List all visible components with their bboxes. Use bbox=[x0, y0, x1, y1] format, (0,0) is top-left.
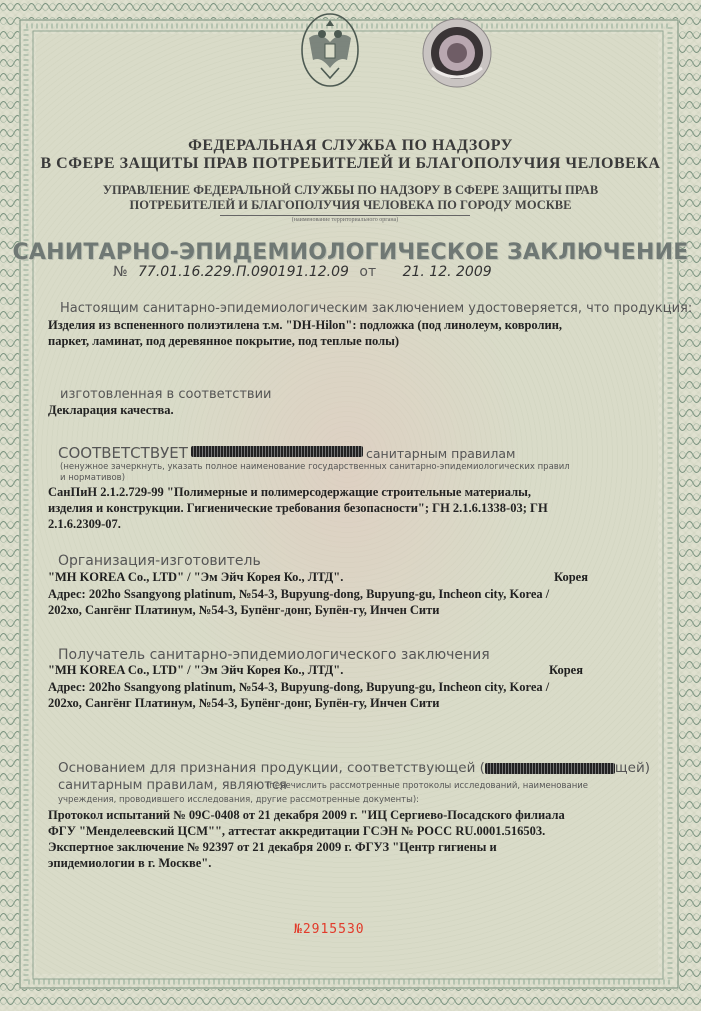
basis-hint1: (перечислить рассмотренные протоколы исследований, наименование bbox=[266, 781, 589, 791]
product-line2: паркет, ламинат, под деревянное покрытие, под теплые полы) bbox=[48, 334, 400, 348]
conformity-hint: (ненужное зачеркнуть, указать полное наименование государственных санитарно-эпидемиологических правил и нормативов) bbox=[60, 462, 570, 483]
manufacturer-address-line2: 202хо, Сангёнг Платинум, №54-3, Бупёнг-донг, Бупён-гу, Инчен Сити bbox=[48, 603, 440, 617]
basis-struck-text bbox=[485, 763, 615, 774]
recipient-label: Получатель санитарно-эпидемиологического заключения bbox=[58, 647, 490, 663]
agency-title-line2: В СФЕРЕ ЗАЩИТЫ ПРАВ ПОТРЕБИТЕЛЕЙ И БЛАГОПОЛУЧИЯ ЧЕЛОВЕКА bbox=[40, 155, 661, 172]
product-line1: Изделия из вспененного полиэтилена т.м. "DH-Hilon": подложка (под линолеум, ковролин, bbox=[48, 318, 563, 332]
manufacturer-address-line1: Адрес: 202ho Ssangyong platinum, №54-3, Bupyung-dong, Bupyung-gu, Incheon city, Korea / bbox=[48, 587, 550, 601]
document-number-line bbox=[113, 264, 492, 280]
document-date: 21. 12. 2009 bbox=[402, 264, 492, 280]
conformity-label: СООТВЕТСТВУЕТ bbox=[58, 444, 188, 462]
hologram-seal-icon bbox=[420, 16, 494, 90]
manufacturer-name: "MH KOREA Co., LTD" / "Эм Эйч Корея Ко., ЛТД". bbox=[48, 570, 344, 584]
agency-title-line1: ФЕДЕРАЛЬНАЯ СЛУЖБА ПО НАДЗОРУ bbox=[188, 137, 513, 154]
basis-protocol-line1: Протокол испытаний № 09С-0408 от 21 декабря 2009 г. "ИЦ Сергиево-Посадского филиала bbox=[48, 808, 565, 822]
conformity-line3: 2.1.6.2309-07. bbox=[48, 517, 121, 531]
manufacturer-name-row bbox=[48, 570, 588, 585]
manufactured-value: Декларация качества. bbox=[48, 403, 174, 417]
coat-of-arms-icon bbox=[299, 8, 361, 88]
manufacturer-label: Организация-изготовитель bbox=[58, 553, 261, 569]
recipient-name-row bbox=[48, 663, 583, 678]
manufacturer-country: Корея bbox=[554, 570, 588, 584]
conformity-line2: изделия и конструкции. Гигиенические требования безопасности"; ГН 2.1.6.1338-03; ГН bbox=[48, 501, 548, 515]
office-title-line1: УПРАВЛЕНИЕ ФЕДЕРАЛЬНОЙ СЛУЖБЫ ПО НАДЗОРУ В СФЕРЕ ЗАЩИТЫ ПРАВ bbox=[102, 183, 599, 197]
office-title-line2: ПОТРЕБИТЕЛЕЙ И БЛАГОПОЛУЧИЯ ЧЕЛОВЕКА ПО ГОРОДУ МОСКВЕ bbox=[129, 198, 572, 212]
serial-number: №2915530 bbox=[294, 922, 365, 937]
basis-line1-text: Основанием для признания продукции, соответствующей ( bbox=[58, 760, 485, 776]
basis-protocol-line2: ФГУ "Менделеевский ЦСМ"", аттестат аккредитации ГСЭН № РОСС RU.0001.516503. bbox=[48, 824, 546, 838]
struck-out-text bbox=[191, 446, 363, 457]
basis-line2: санитарным правилам, являются bbox=[58, 778, 287, 793]
basis-protocol-line3: Экспертное заключение № 92397 от 21 декабря 2009 г. ФГУЗ "Центр гигиены и bbox=[48, 840, 497, 854]
document-title: САНИТАРНО-ЭПИДЕМИОЛОГИЧЕСКОЕ ЗАКЛЮЧЕНИЕ bbox=[12, 240, 689, 265]
conformity-tail: санитарным правилам bbox=[366, 446, 516, 461]
recipient-name: "MH KOREA Co., LTD" / "Эм Эйч Корея Ко., ЛТД". bbox=[48, 663, 344, 677]
date-label: от bbox=[359, 264, 377, 280]
recipient-address-line2: 202хо, Сангёнг Платинум, №54-3, Бупёнг-донг, Бупён-гу, Инчен Сити bbox=[48, 696, 440, 710]
basis-protocol-line4: эпидемиологии в г. Москве". bbox=[48, 856, 212, 870]
basis-line1 bbox=[58, 760, 650, 776]
recipient-address-line1: Адрес: 202ho Ssangyong platinum, №54-3, Bupyung-dong, Bupyung-gu, Incheon city, Korea / bbox=[48, 680, 550, 694]
office-hint: (наименование территориального органа) bbox=[220, 215, 470, 223]
basis-line1-tail: щей) bbox=[614, 760, 650, 776]
document-number: 77.01.16.229.П.090191.12.09 bbox=[138, 264, 349, 280]
basis-hint2: учреждения, проводившего исследования, другие рассмотренные документы): bbox=[58, 795, 420, 805]
number-label: № bbox=[113, 264, 128, 280]
recipient-country: Корея bbox=[549, 663, 583, 677]
product-intro: Настоящим санитарно-эпидемиологическим заключением удостоверяется, что продукция: bbox=[60, 301, 693, 316]
manufactured-label: изготовленная в соответствии bbox=[60, 387, 272, 402]
conformity-line1: СанПиН 2.1.2.729-99 "Полимерные и полимерсодержащие строительные материалы, bbox=[48, 485, 532, 499]
